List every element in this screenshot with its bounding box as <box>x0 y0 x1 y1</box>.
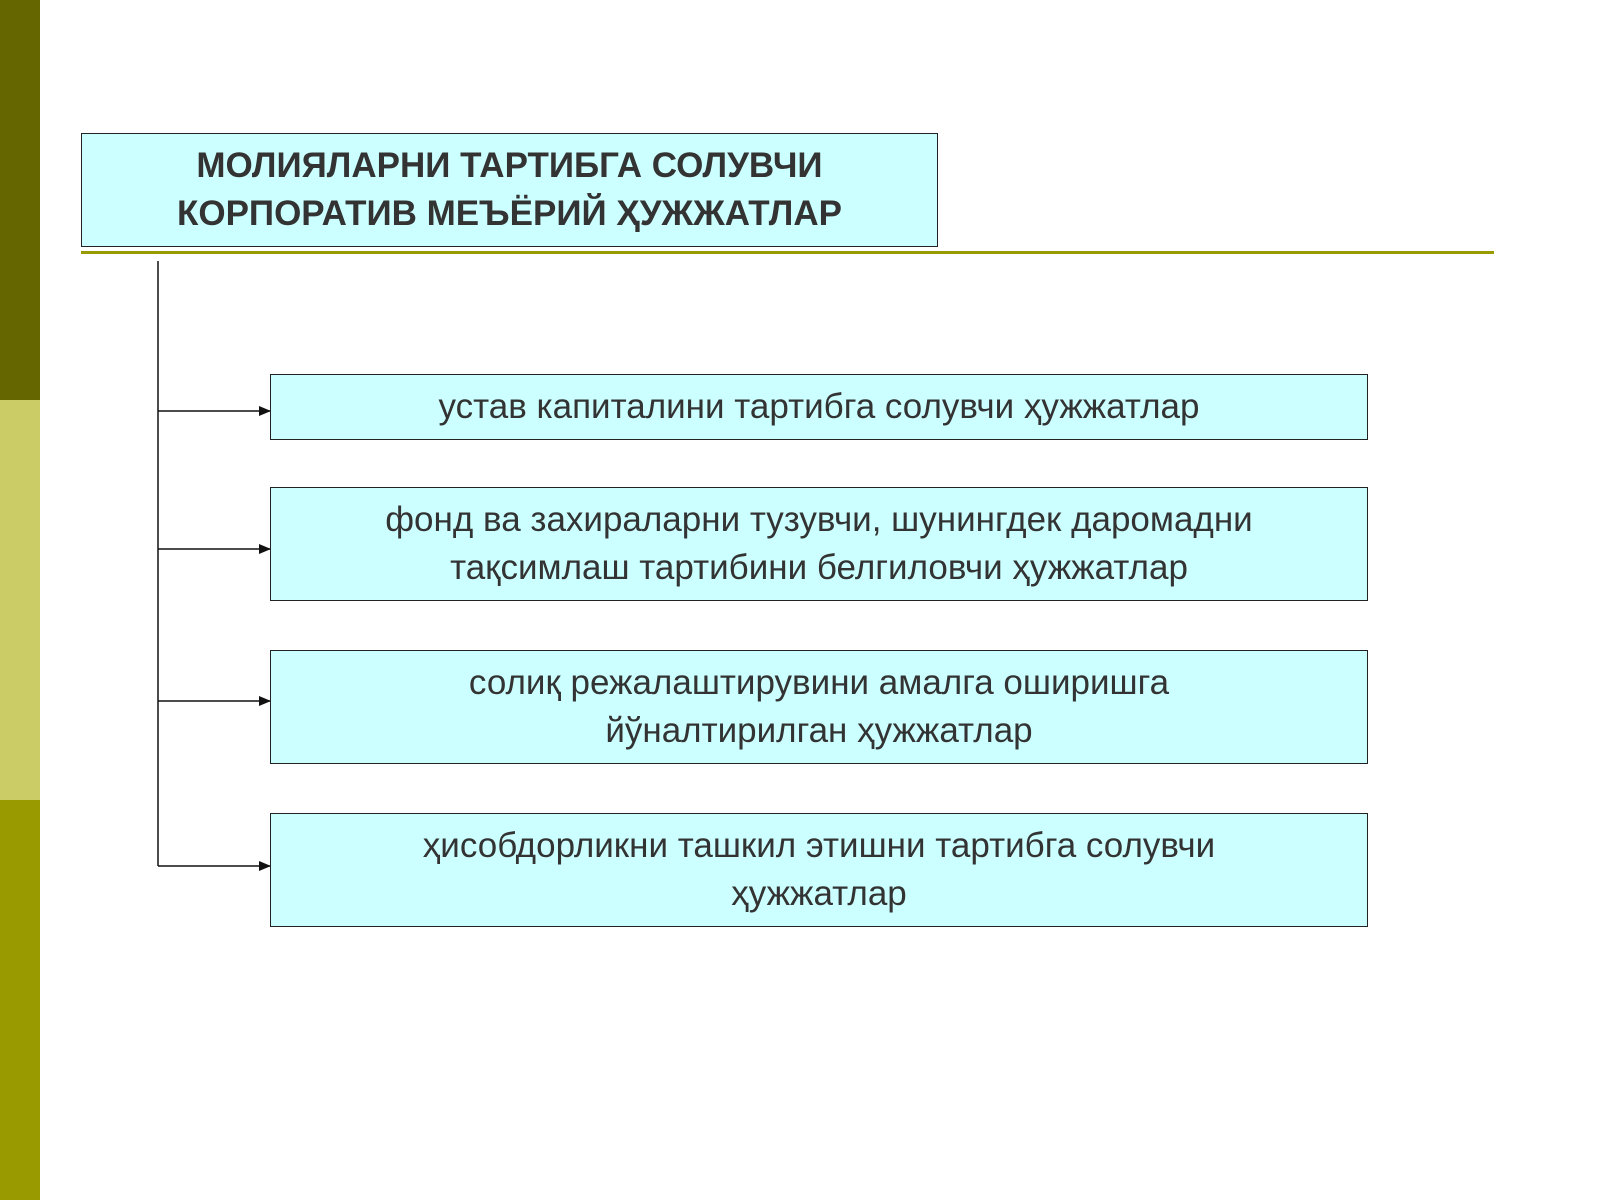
item-text-2: фонд ва захираларни тузувчи, шунингдек даромадни тақсимлаш тартибини белгиловчи ҳужжатлар <box>385 500 1253 587</box>
item-box-3 <box>270 650 1368 764</box>
item-box-4 <box>270 813 1368 927</box>
item-text-4: ҳисобдорликни ташкил этишни тартибга солувчи ҳужжатлар <box>422 826 1216 913</box>
item-box-2 <box>270 487 1368 601</box>
item-text-3: солиқ режалаштирувини амалга оширишга йўналтирилган ҳужжатлар <box>468 663 1170 750</box>
title-text: МОЛИЯЛАРНИ ТАРТИБГА СОЛУВЧИ КОРПОРАТИВ МЕЪЁРИЙ ҲУЖЖАТЛАР <box>177 146 842 233</box>
item-box-1 <box>270 374 1368 440</box>
item-text-1: устав капиталини тартибга солувчи ҳужжатлар <box>438 387 1200 426</box>
